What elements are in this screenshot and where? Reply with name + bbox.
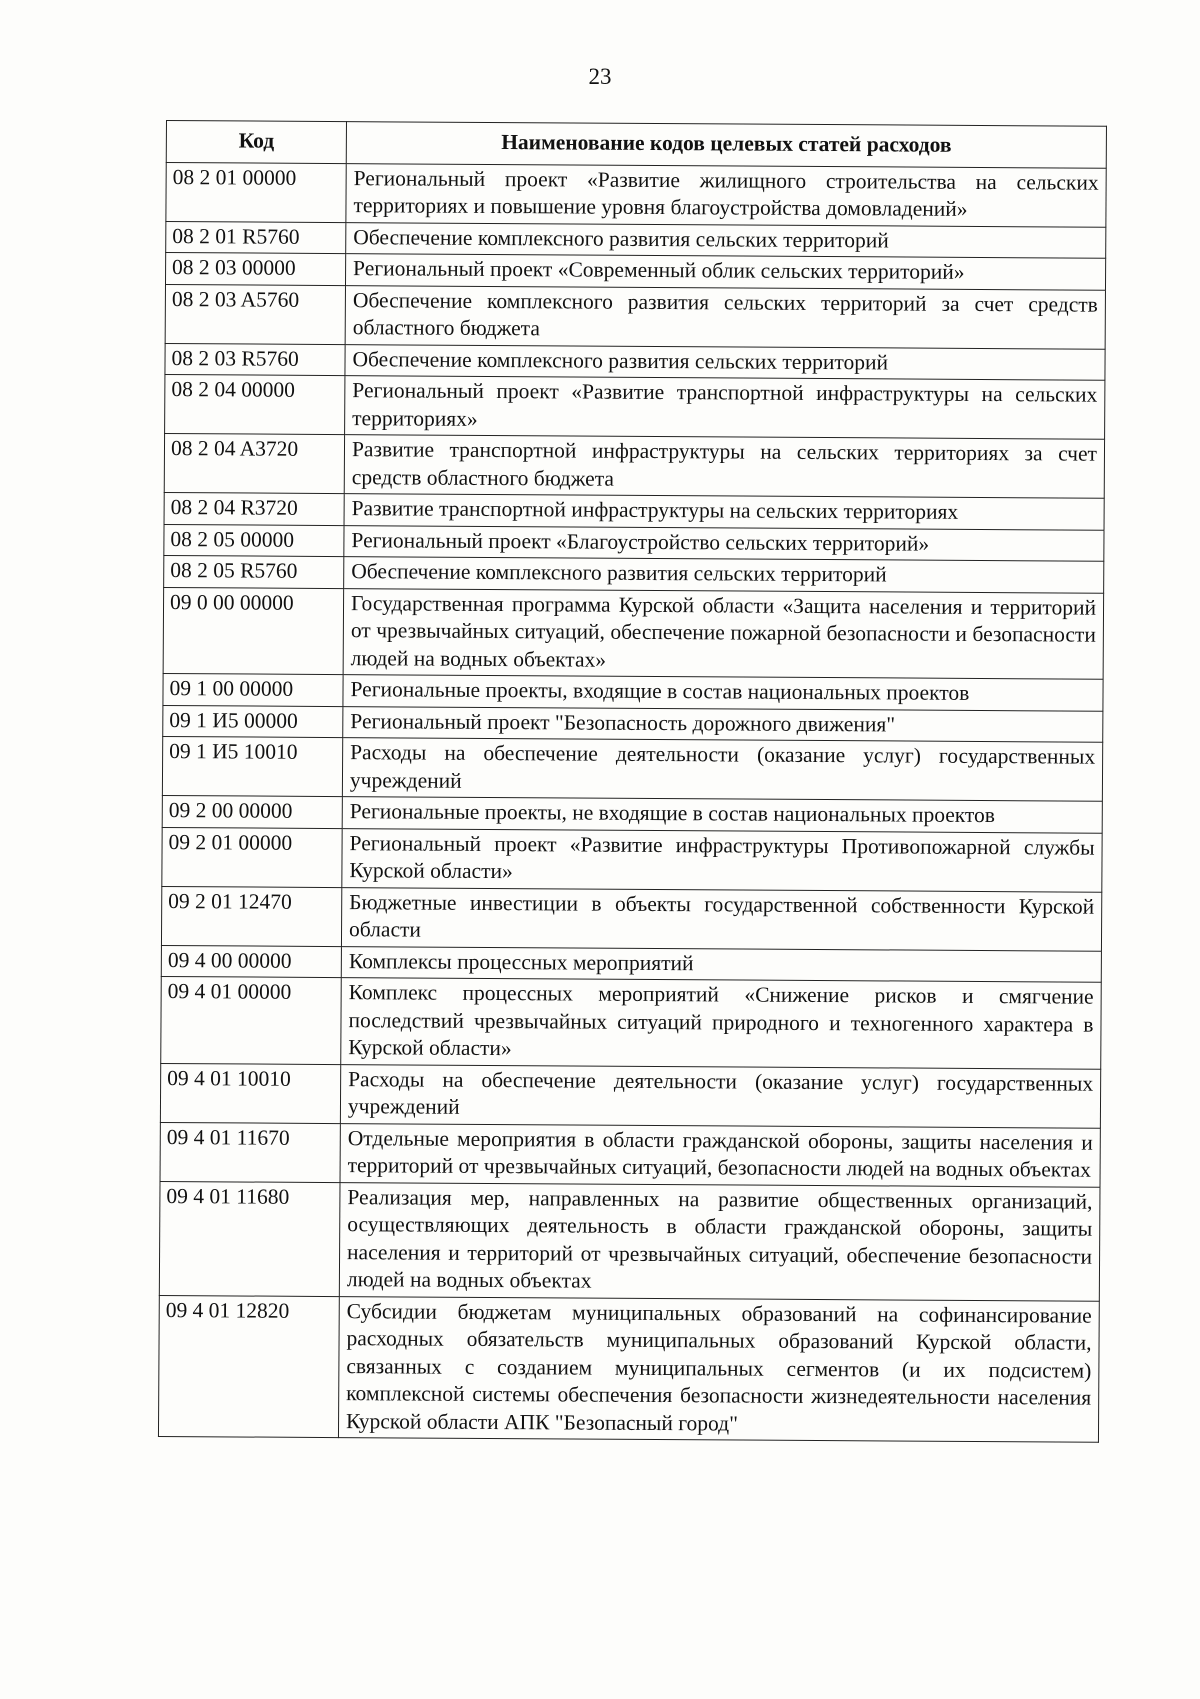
expense-codes-table [158, 120, 1107, 1443]
table-row [161, 976, 1102, 1068]
row-code: 09 2 01 00000 [162, 827, 342, 887]
row-code: 08 2 03 00000 [165, 253, 345, 286]
table-row [165, 374, 1105, 439]
row-code: 09 4 01 10010 [160, 1063, 340, 1123]
row-code: 08 2 04 R3720 [164, 492, 344, 525]
header-name: Наименование кодов целевых статей расходов [346, 122, 1106, 168]
row-name: Отдельные мероприятия в области гражданской обороны, защиты населения и территорий от чрезвычайных ситуаций, безопасности людей на водных объектах [340, 1123, 1100, 1187]
table-row [161, 886, 1101, 951]
row-name: Расходы на обеспечение деятельности (оказание услуг) государственных учреждений [342, 738, 1102, 802]
row-name: Региональный проект «Благоустройство сельских территорий» [344, 525, 1104, 561]
table-row [166, 162, 1106, 227]
row-name: Региональный проект "Безопасность дорожного движения" [343, 706, 1103, 742]
row-name: Обеспечение комплексного развития сельских территорий [346, 222, 1106, 258]
row-name: Обеспечение комплексного развития сельских территорий за счет средств областного бюджета [345, 285, 1105, 349]
row-name: Развитие транспортной инфраструктуры на сельских территориях за счет средств областного бюджета [344, 435, 1104, 499]
row-code: 09 1 00 00000 [163, 673, 343, 706]
row-name: Расходы на обеспечение деятельности (оказание услуг) государственных учреждений [340, 1064, 1100, 1128]
table-row [162, 736, 1102, 801]
row-code: 08 2 04 A3720 [164, 433, 344, 493]
row-code: 08 2 01 00000 [166, 162, 346, 222]
row-name: Региональные проекты, входящие в состав национальных проектов [343, 675, 1103, 711]
row-code: 09 2 01 12470 [161, 886, 341, 946]
row-code: 09 2 00 00000 [162, 795, 342, 828]
table-row [159, 1181, 1100, 1301]
table-row [160, 1063, 1100, 1128]
table-row [160, 1122, 1100, 1187]
row-name: Региональный проект «Развитие жилищного строительства на сельских территориях и повышение уровня благоустройства домовладений» [346, 163, 1106, 227]
row-name: Реализация мер, направленных на развитие общественных организаций, осуществляющих деятельность в области гражданской обороны, защиты населения и территорий от чрезвычайных ситуаций, обеспечение безопасности людей на водных объектах [339, 1182, 1100, 1301]
row-code: 09 4 00 00000 [161, 945, 341, 978]
row-code: 08 2 05 R5760 [164, 555, 344, 588]
row-name: Комплекс процессных мероприятий «Снижение рисков и смягчение последствий чрезвычайных ситуаций природного и техногенного характера в Курской области» [341, 978, 1102, 1069]
table-row [165, 284, 1105, 349]
table-header-row [166, 121, 1106, 168]
row-code: 08 2 05 00000 [164, 524, 344, 557]
table-row [164, 433, 1104, 498]
row-name: Региональный проект «Развитие транспортной инфраструктуры на сельских территориях» [345, 376, 1105, 440]
row-code: 08 2 03 A5760 [165, 284, 345, 344]
row-name: Обеспечение комплексного развития сельских территорий [344, 557, 1104, 593]
row-code: 09 4 01 11670 [160, 1122, 340, 1182]
table-body [158, 162, 1106, 1442]
table-row [163, 587, 1104, 679]
row-name: Бюджетные инвестиции в объекты государственной собственности Курской области [341, 887, 1101, 951]
page-number: 23 [588, 64, 612, 89]
row-name: Субсидии бюджетам муниципальных образований на софинансирование расходных обязательств муниципальных образований Курской области, связанных с созданием муниципальных сегментов (и их подсистем) комплексной системы обеспечения безопасности жизнедеятельности населения Курской области АПК "Безопасный город" [338, 1296, 1099, 1442]
row-code: 09 1 И5 00000 [163, 705, 343, 738]
table-row [162, 827, 1102, 892]
row-code: 09 0 00 00000 [163, 587, 344, 675]
row-code: 09 1 И5 10010 [162, 736, 342, 796]
header-code: Код [166, 121, 346, 164]
row-name: Государственная программа Курской области «Защита населения и территорий от чрезвычайных ситуаций, обеспечение пожарной безопасности и безопасности людей на водных объектах» [343, 588, 1104, 679]
row-name: Комплексы процессных мероприятий [341, 946, 1101, 982]
row-name: Обеспечение комплексного развития сельских территорий [345, 344, 1105, 380]
row-code: 08 2 04 00000 [165, 374, 345, 434]
row-name: Региональный проект «Развитие инфраструктуры Противопожарной службы Курской области» [342, 828, 1102, 892]
row-name: Региональный проект «Современный облик сельских территорий» [345, 254, 1105, 290]
row-name: Региональные проекты, не входящие в состав национальных проектов [342, 797, 1102, 833]
row-code: 09 4 01 00000 [161, 976, 342, 1064]
row-code: 09 4 01 11680 [159, 1181, 340, 1296]
row-code: 09 4 01 12820 [158, 1295, 339, 1438]
row-code: 08 2 03 R5760 [165, 343, 345, 376]
table-row [158, 1295, 1099, 1442]
row-name: Развитие транспортной инфраструктуры на сельских территориях [344, 494, 1104, 530]
row-code: 08 2 01 R5760 [166, 221, 346, 254]
